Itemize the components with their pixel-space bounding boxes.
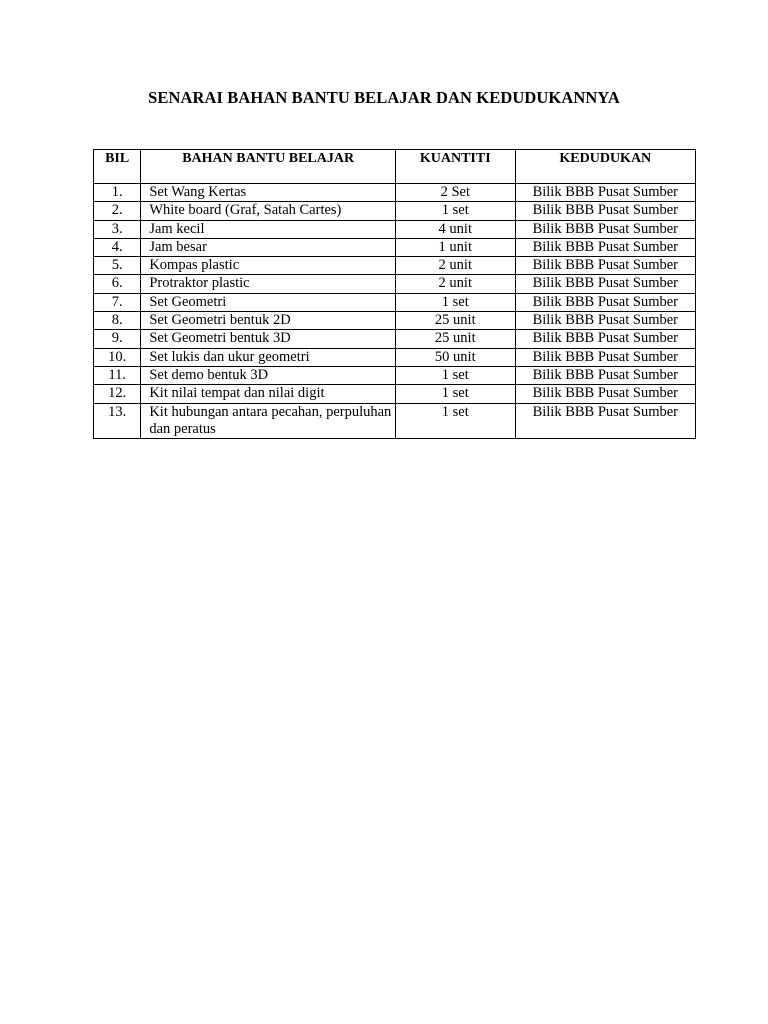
- row-quantity: 1 set: [395, 293, 515, 311]
- row-location: Bilik BBB Pusat Sumber: [515, 184, 695, 202]
- table-row: [94, 385, 696, 403]
- row-number: 5.: [94, 257, 141, 275]
- table-body: [94, 184, 696, 439]
- row-location: Bilik BBB Pusat Sumber: [515, 275, 695, 293]
- row-quantity: 4 unit: [395, 220, 515, 238]
- table-row: [94, 348, 696, 366]
- row-location: Bilik BBB Pusat Sumber: [515, 366, 695, 384]
- table-row: [94, 184, 696, 202]
- row-quantity: 25 unit: [395, 330, 515, 348]
- row-location: Bilik BBB Pusat Sumber: [515, 385, 695, 403]
- header-item: BAHAN BANTU BELAJAR: [141, 150, 396, 184]
- row-location: Bilik BBB Pusat Sumber: [515, 257, 695, 275]
- row-item-name: Kompas plastic: [141, 257, 396, 275]
- row-number: 12.: [94, 385, 141, 403]
- row-location: Bilik BBB Pusat Sumber: [515, 330, 695, 348]
- row-quantity: 25 unit: [395, 312, 515, 330]
- document-title: SENARAI BAHAN BANTU BELAJAR DAN KEDUDUKANNYA: [148, 88, 620, 107]
- row-quantity: 1 set: [395, 366, 515, 384]
- row-item-name: Set Geometri bentuk 3D: [141, 330, 396, 348]
- row-item-name: Kit nilai tempat dan nilai digit: [141, 385, 396, 403]
- row-item-name: Set Geometri: [141, 293, 396, 311]
- row-location: Bilik BBB Pusat Sumber: [515, 348, 695, 366]
- row-quantity: 2 Set: [395, 184, 515, 202]
- table-row: [94, 293, 696, 311]
- row-item-name: Protraktor plastic: [141, 275, 396, 293]
- row-location: Bilik BBB Pusat Sumber: [515, 220, 695, 238]
- table-header-row: [94, 150, 696, 184]
- row-quantity: 2 unit: [395, 275, 515, 293]
- row-item-name: Jam besar: [141, 238, 396, 256]
- table-row: [94, 312, 696, 330]
- materials-table: [93, 149, 696, 439]
- row-location: Bilik BBB Pusat Sumber: [515, 403, 695, 439]
- row-location: Bilik BBB Pusat Sumber: [515, 202, 695, 220]
- row-location: Bilik BBB Pusat Sumber: [515, 238, 695, 256]
- row-item-name: Kit hubungan antara pecahan, perpuluhan dan peratus: [141, 403, 396, 439]
- row-number: 6.: [94, 275, 141, 293]
- row-number: 10.: [94, 348, 141, 366]
- table-row: [94, 366, 696, 384]
- row-number: 8.: [94, 312, 141, 330]
- row-number: 3.: [94, 220, 141, 238]
- header-quantity: KUANTITI: [395, 150, 515, 184]
- row-number: 2.: [94, 202, 141, 220]
- row-location: Bilik BBB Pusat Sumber: [515, 312, 695, 330]
- row-quantity: 2 unit: [395, 257, 515, 275]
- row-item-name: Set demo bentuk 3D: [141, 366, 396, 384]
- row-item-name: Set Wang Kertas: [141, 184, 396, 202]
- row-number: 1.: [94, 184, 141, 202]
- row-item-name: White board (Graf, Satah Cartes): [141, 202, 396, 220]
- row-item-name: Set lukis dan ukur geometri: [141, 348, 396, 366]
- table-row: [94, 202, 696, 220]
- row-number: 4.: [94, 238, 141, 256]
- table-row: [94, 275, 696, 293]
- row-number: 9.: [94, 330, 141, 348]
- header-location: KEDUDUKAN: [515, 150, 695, 184]
- table-row: [94, 238, 696, 256]
- row-quantity: 1 set: [395, 202, 515, 220]
- row-number: 13.: [94, 403, 141, 439]
- row-item-name: Set Geometri bentuk 2D: [141, 312, 396, 330]
- header-bil: BIL: [94, 150, 141, 184]
- row-number: 7.: [94, 293, 141, 311]
- table-row: [94, 330, 696, 348]
- row-quantity: 50 unit: [395, 348, 515, 366]
- row-location: Bilik BBB Pusat Sumber: [515, 293, 695, 311]
- table-row: [94, 257, 696, 275]
- table-row: [94, 403, 696, 439]
- table-row: [94, 220, 696, 238]
- row-quantity: 1 set: [395, 403, 515, 439]
- row-number: 11.: [94, 366, 141, 384]
- row-item-name: Jam kecil: [141, 220, 396, 238]
- row-quantity: 1 set: [395, 385, 515, 403]
- row-quantity: 1 unit: [395, 238, 515, 256]
